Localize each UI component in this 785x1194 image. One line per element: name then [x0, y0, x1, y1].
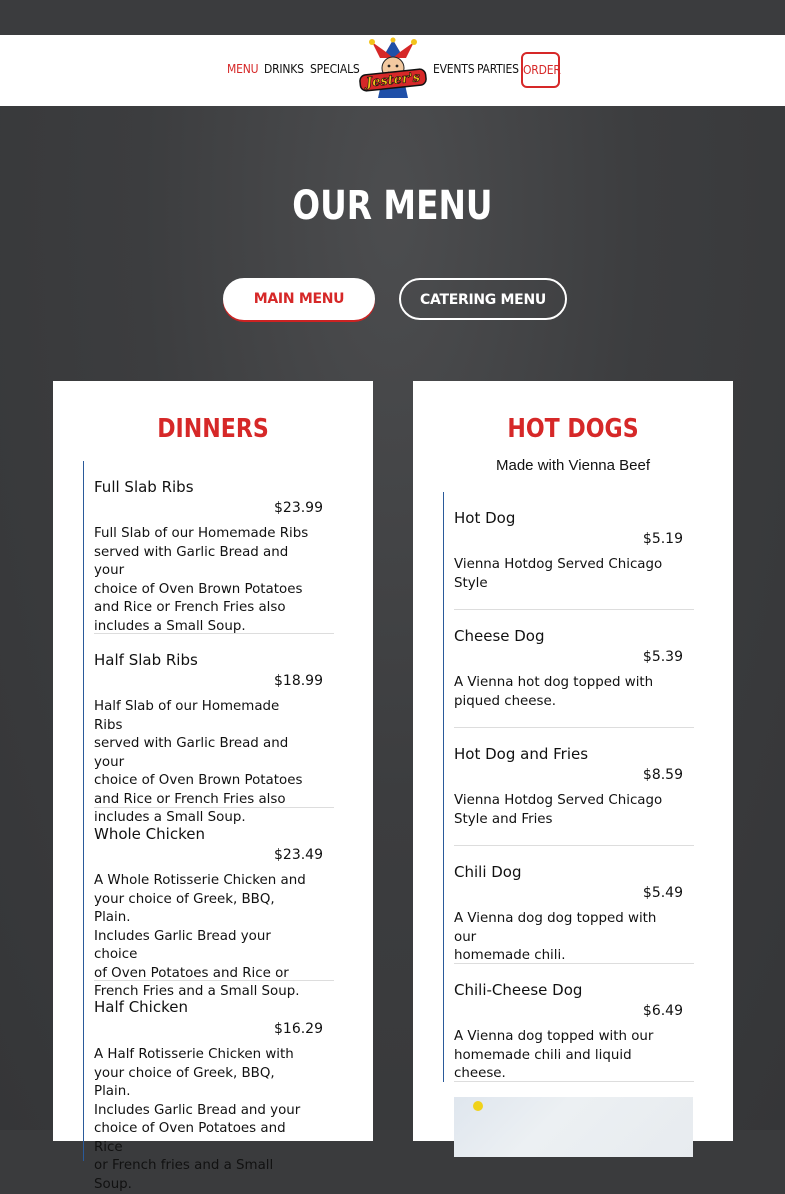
dinners-list — [83, 461, 333, 1192]
page-title: OUR MENU — [292, 183, 493, 229]
item-description: Vienna Hotdog Served Chicago Style — [454, 557, 663, 591]
logo-text: Jester's — [365, 70, 421, 91]
top-strip — [0, 0, 785, 35]
order-button[interactable]: ORDER — [521, 52, 560, 88]
item-description: A Whole Rotisserie Chicken and your choice of Greek, BBQ, Plain. Includes Garlic Bread your choice of Oven Potatoes and Rice or French Fries and a Small Soup. — [94, 873, 306, 999]
item-price: $5.19 — [642, 531, 683, 547]
dinners-title: DINNERS — [157, 414, 269, 444]
hotdogs-list — [443, 492, 693, 1082]
nav-parties-link[interactable]: PARTIES — [477, 62, 519, 76]
item-price: $16.29 — [274, 1021, 323, 1037]
hotdogs-subtitle: Made with Vienna Beef — [496, 457, 650, 474]
item-price: $23.49 — [274, 847, 323, 863]
item-description: Full Slab of our Homemade Ribs served with Garlic Bread and your choice of Oven Brown Potatoes and Rice or French Fries also includes a Small Soup. — [94, 526, 309, 634]
item-name: Chili Dog — [454, 863, 522, 881]
hotdog-photo — [454, 1097, 693, 1157]
item-name: Hot Dog and Fries — [454, 745, 589, 763]
menu-item[interactable] — [94, 461, 334, 634]
nav-menu-link[interactable]: MENU — [227, 62, 259, 76]
item-description: A Vienna hot dog topped with piqued cheese. — [454, 675, 654, 709]
item-name: Half Slab Ribs — [94, 651, 198, 669]
nav-specials-link[interactable]: SPECIALS — [310, 62, 360, 76]
item-price: $6.49 — [642, 1003, 683, 1019]
dinners-card — [53, 381, 373, 1192]
hotdogs-card — [413, 381, 733, 1141]
main-menu-tab[interactable]: MAIN MENU — [223, 278, 375, 320]
item-description: A Vienna dog dog topped with our homemade chili. — [454, 911, 657, 963]
item-name: Cheese Dog — [454, 627, 545, 645]
menu-item[interactable] — [94, 981, 334, 1192]
item-name: Hot Dog — [454, 509, 516, 527]
mustard-dot — [473, 1101, 483, 1111]
item-price: $5.39 — [642, 649, 683, 665]
catering-menu-tab[interactable]: CATERING MENU — [399, 278, 567, 320]
menu-item[interactable] — [454, 610, 694, 728]
main-navbar — [0, 35, 785, 106]
item-price: $8.59 — [642, 767, 683, 783]
hotdogs-title: HOT DOGS — [507, 414, 639, 444]
item-name: Full Slab Ribs — [94, 478, 194, 496]
nav-drinks-link[interactable]: DRINKS — [264, 62, 304, 76]
item-price: $5.49 — [642, 885, 683, 901]
nav-events-link[interactable]: EVENTS — [433, 62, 475, 76]
menu-item[interactable] — [454, 728, 694, 846]
menu-item[interactable] — [94, 808, 334, 999]
item-description: Half Slab of our Homemade Ribs served with Garlic Bread and your choice of Oven Brown Potatoes and Rice or French Fries also includes a Small Soup. — [94, 699, 303, 825]
menu-item[interactable] — [94, 634, 334, 825]
item-name: Half Chicken — [94, 998, 188, 1016]
item-name: Whole Chicken — [94, 825, 205, 843]
item-price: $23.99 — [274, 500, 323, 516]
item-price: $18.99 — [274, 673, 323, 689]
menu-item[interactable] — [454, 492, 694, 610]
menu-item[interactable] — [454, 964, 694, 1082]
item-description: Vienna Hotdog Served Chicago Style and Fries — [454, 793, 663, 827]
item-name: Chili-Cheese Dog — [454, 981, 583, 999]
item-description: A Vienna dog topped with our homemade chili and liquid cheese. — [454, 1029, 654, 1081]
jesters-logo[interactable] — [358, 38, 428, 102]
item-description: A Half Rotisserie Chicken with your choice of Greek, BBQ, Plain. Includes Garlic Bread and your choice of Oven Potatoes and Rice or French fries and a Small Soup. — [94, 1047, 301, 1192]
menu-item[interactable] — [454, 846, 694, 964]
